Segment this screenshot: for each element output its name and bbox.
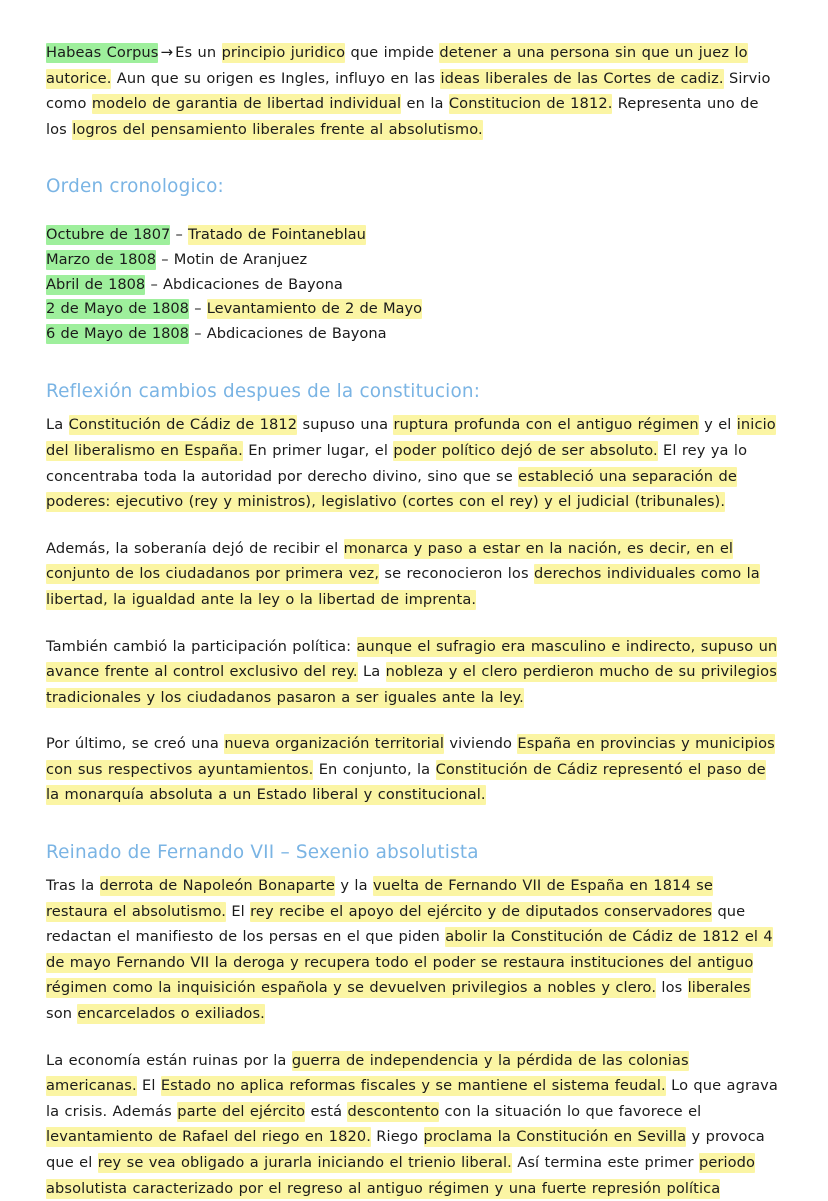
hl: monarca y paso a estar en la nación, es decir, en el conjunto de los ciudadanos por primera vez, [46, 539, 734, 583]
fernando-paragraph-1 [46, 873, 780, 1027]
list-item [46, 322, 780, 347]
heading-reinado-fernando-vii: Reinado de Fernando VII – Sexenio absolutista [46, 842, 479, 864]
txt: los [656, 979, 688, 997]
chrono-dash: – [170, 226, 189, 244]
intro-hl-5: Constitucion de 1812. [448, 95, 613, 113]
intro-hl-3: ideas liberales de las Cortes de cadiz. [440, 69, 724, 87]
hl: vuelta de Fernando VII de España en 1814 se restaura el absolutismo. [46, 877, 713, 920]
hl: nobleza y el clero perdieron mucho de su privilegios tradicionales y los ciudadanos pasaron a ser iguales ante la ley. [46, 663, 777, 706]
hl: guerra de independencia y la pérdida de las colonias americanas. [46, 1051, 689, 1095]
chronology-list [46, 223, 780, 346]
txt: y el [698, 416, 737, 434]
hl: proclama la Constitución en Sevilla [423, 1128, 687, 1146]
hl: derrota de Napoleón Bonaparte [99, 877, 336, 895]
hl: parte del ejército [177, 1102, 306, 1120]
chrono-event: Abdicaciones de Bayona [163, 275, 343, 293]
txt: con la situación lo que favorece el [439, 1102, 702, 1120]
txt: son [46, 1005, 78, 1023]
txt: se reconocieron los [379, 565, 534, 583]
intro-text-6: Representa uno de los [46, 95, 759, 138]
chrono-dash: – [188, 324, 207, 342]
hl: encarcelados o exiliados. [77, 1005, 265, 1023]
txt: Tras la [46, 877, 100, 895]
spacer [46, 829, 780, 839]
txt: Riego [370, 1128, 424, 1146]
list-item [46, 273, 780, 298]
intro-hl-2: detener a una persona sin que un juez lo autorice. [46, 44, 748, 87]
hl: nueva organización territorial [224, 735, 445, 753]
list-item [46, 223, 780, 248]
txt: El [136, 1077, 161, 1095]
reflection-paragraph-4 [46, 731, 780, 808]
txt: y la [335, 877, 373, 895]
intro-text-3: Aun que su origen es Ingles, influyo en las [111, 69, 441, 87]
hl: rey se vea obligado a jurarla iniciando el trienio liberal. [97, 1154, 512, 1171]
intro-hl-4: modelo de garantia de libertad individual [91, 95, 402, 113]
hl: rey recibe el apoyo del ejército y de diputados conservadores [250, 902, 713, 920]
heading-reflexion: Reflexión cambios despues de la constitucion: [46, 381, 481, 403]
txt: supuso una [297, 416, 394, 434]
chrono-dash: – [155, 250, 174, 268]
chrono-date: Abril de 1808 [46, 275, 146, 293]
chrono-event: Motin de Aranjuez [173, 250, 308, 268]
hl: inicio del liberalismo en España. [46, 416, 776, 459]
intro-hl-6: logros del pensamiento liberales frente al absolutismo. [72, 120, 483, 138]
hl: Estado no aplica reformas fiscales y se mantiene el sistema feudal. [160, 1077, 666, 1095]
txt: También cambió la participación política: [46, 637, 357, 655]
intro-text-4: Sirvio como [46, 69, 771, 113]
chrono-dash: – [145, 275, 163, 293]
txt: Además, la soberanía dejó de recibir el [46, 539, 344, 557]
txt: La economía están ruinas por la [46, 1051, 292, 1069]
txt: En primer lugar, el [242, 441, 394, 459]
chrono-date: Marzo de 1808 [46, 250, 156, 268]
reflection-paragraph-1 [46, 412, 780, 514]
hl: Constitución de Cádiz representó el paso de la monarquía absoluta a un Estado liberal y constitucional. [46, 760, 766, 804]
hl: descontento [347, 1102, 440, 1120]
chrono-date: 6 de Mayo de 1808 [46, 324, 189, 342]
chrono-date: Octubre de 1807 [46, 226, 171, 244]
intro-text-1: Es un [175, 44, 222, 61]
intro-hl-1: principio juridico [221, 44, 346, 61]
txt: Lo que agrava la crisis. Además [46, 1077, 778, 1120]
hl: poder político dejó de ser absoluto. [393, 441, 658, 459]
spacer [46, 358, 780, 378]
list-item [46, 248, 780, 273]
hl: Constitución de Cádiz de 1812 [68, 416, 298, 434]
txt: que redactan el manifiesto de los persas en el que piden [46, 902, 746, 946]
txt: La [46, 416, 69, 434]
hl: abolir la Constitución de Cádiz de 1812 el 4 de mayo Fernando VII la deroga y recupera todo el poder se restaura instituciones del antiguo régimen como la inquisición española y se devuelven privilegios a nobles y clero. [46, 928, 773, 997]
hl: aunque el sufragio era masculino e indirecto, supuso un avance frente al control exclusivo del rey. [46, 637, 778, 681]
txt: En conjunto, la [313, 760, 436, 778]
chrono-dash: – [188, 300, 207, 318]
spacer [46, 163, 780, 173]
hl: periodo absolutista caracterizado por el regreso al antiguo régimen y una fuerte represión política [46, 1154, 756, 1197]
txt: viviendo [444, 735, 518, 753]
hl: derechos individuales como la libertad, la igualdad ante la ley o la libertad de imprenta. [46, 565, 760, 608]
txt: Por último, se creó una [46, 735, 225, 753]
fernando-paragraph-2 [46, 1048, 780, 1201]
hl: ruptura profunda con el antiguo régimen [393, 416, 699, 434]
reflection-paragraph-2 [46, 536, 780, 613]
txt: La [357, 663, 386, 681]
txt: está [305, 1102, 348, 1120]
hl: levantamiento de Rafael del riego en 1820. [46, 1128, 371, 1146]
list-item [46, 297, 780, 322]
hl: estableció una separación de poderes: ejecutivo (rey y ministros), legislativo (cortes con el rey) y el judicial (tribunales). [46, 467, 737, 511]
chrono-date: 2 de Mayo de 1808 [46, 300, 189, 318]
txt: El [225, 902, 251, 920]
arrow-icon: → [160, 43, 174, 61]
term-habeas-corpus: Habeas Corpus [46, 44, 159, 61]
hl: liberales [687, 979, 751, 997]
intro-paragraph [46, 40, 780, 142]
intro-text-5: en la [401, 95, 449, 113]
txt: El rey ya lo concentraba toda la autoridad por derecho divino, sino que se [46, 441, 748, 485]
hl: España en provincias y municipios con sus respectivos ayuntamientos. [46, 735, 775, 778]
intro-text-2: que impide [345, 44, 440, 61]
heading-orden-cronologico: Orden cronologico: [46, 176, 224, 198]
chrono-event: Tratado de Fointaneblau [188, 226, 366, 244]
txt: Así termina este primer [511, 1154, 699, 1171]
txt: y provoca que el [46, 1128, 765, 1171]
chrono-event: Abdicaciones de Bayona [206, 324, 387, 342]
reflection-paragraph-3 [46, 634, 780, 711]
chrono-event: Levantamiento de 2 de Mayo [206, 300, 423, 318]
